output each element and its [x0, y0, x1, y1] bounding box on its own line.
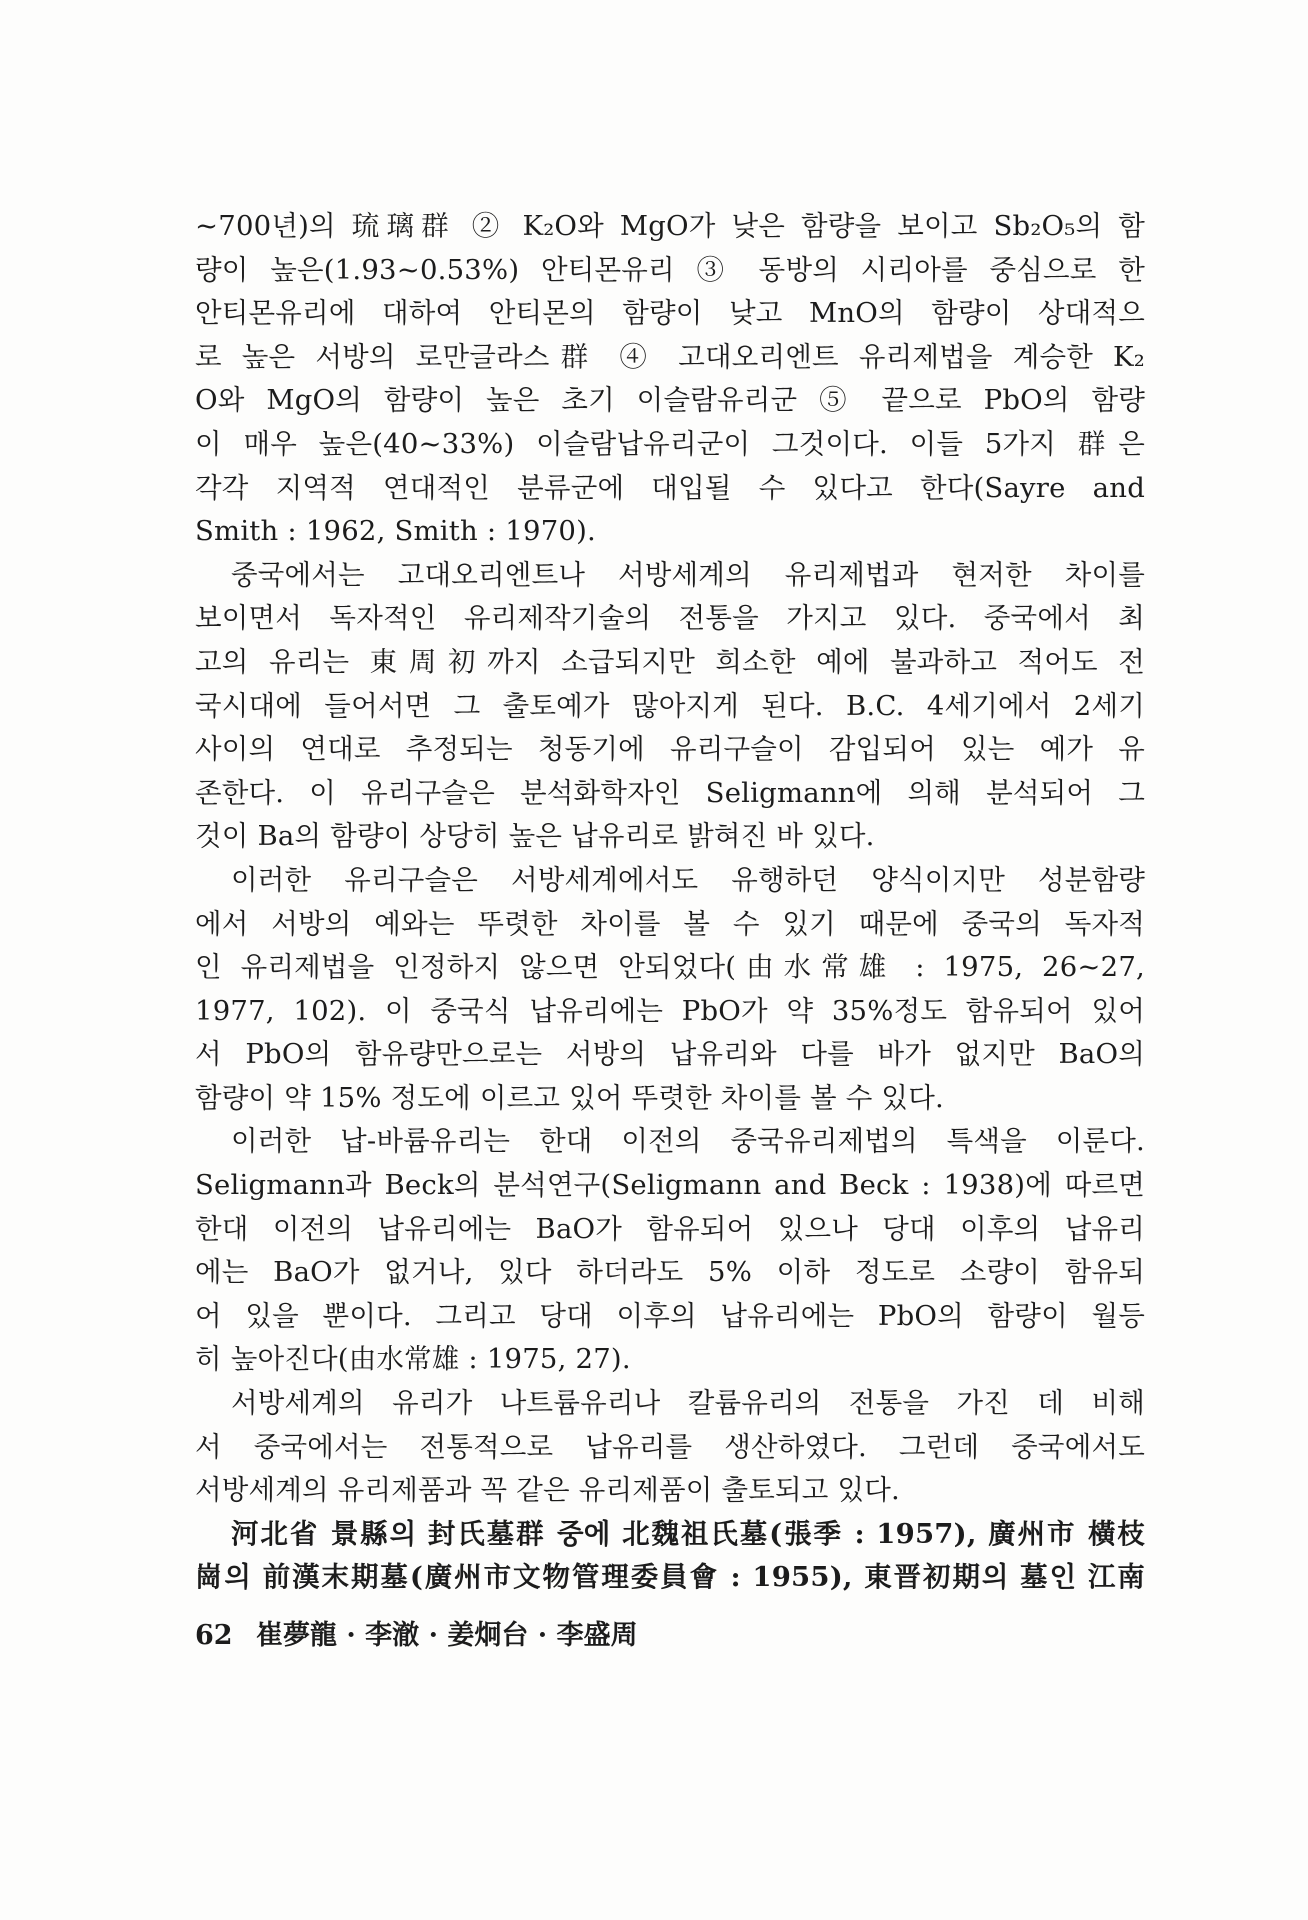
text-line: 서 PbO의 함유량만으로는 서방의 납유리와 다를 바가 없지만 BaO의 [195, 1038, 1145, 1071]
text-line: Seligmann과 Beck의 분석연구(Seligmann and Beck : 1938)에 따르면 [195, 1169, 1145, 1202]
text-line: 함량이 약 15% 정도에 이르고 있어 뚜렷한 차이를 볼 수 있다. [195, 1081, 944, 1114]
text-line: 1977, 102). 이 중국식 납유리에는 PbO가 약 35%정도 함유되어 있어 [195, 994, 1145, 1027]
text-line: 히 높아진다(由水常雄 : 1975, 27). [195, 1343, 631, 1376]
page-footer [195, 1618, 638, 1654]
text-line: 존한다. 이 유리구슬은 분석화학자인 Seligmann에 의해 분석되어 그 [195, 776, 1145, 809]
paragraph-start-line: 중국에서는 고대오리엔트나 서방세계의 유리제법과 현저한 차이를 [231, 558, 1145, 591]
text-line: 안티몬유리에 대하여 안티몬의 함량이 낮고 MnO의 함량이 상대적으 [195, 297, 1145, 330]
text-line: 한대 이전의 납유리에는 BaO가 함유되어 있으나 당대 이후의 납유리 [195, 1212, 1145, 1245]
text-line: 각각 지역적 연대적인 분류군에 대입될 수 있다고 한다(Sayre and [195, 471, 1145, 504]
text-line: 에서 서방의 예와는 뚜렷한 차이를 볼 수 있기 때문에 중국의 독자적 [195, 907, 1145, 940]
text-line: ~700년)의 琉璃群 ② K₂O와 MgO가 낮은 함량을 보이고 Sb₂O₅의 함 [195, 210, 1145, 242]
text-line: 崗의 前漢末期墓(廣州市文物管理委員會 : 1955), 東晋初期의 墓인 江南 [195, 1561, 1145, 1594]
text-line: 고의 유리는 東周初까지 소급되지만 희소한 예에 불과하고 적어도 전 [195, 645, 1145, 678]
page-number: 62 [195, 1620, 233, 1651]
paragraph-start-line: 이러한 납-바륨유리는 한대 이전의 중국유리제법의 특색을 이룬다. [231, 1125, 1145, 1158]
text-line: 로 높은 서방의 로만글라스群 ④ 고대오리엔트 유리제법을 계승한 K₂ [195, 340, 1145, 373]
text-line: 량이 높은(1.93~0.53%) 안티몬유리 ③ 동방의 시리아를 중심으로 한 [195, 253, 1145, 286]
text-line: 이 매우 높은(40~33%) 이슬람납유리군이 그것이다. 이들 5가지 群은 [195, 427, 1145, 460]
text-line: 서방세계의 유리제품과 꼭 같은 유리제품이 출토되고 있다. [195, 1474, 900, 1507]
text-line: O와 MgO의 함량이 높은 초기 이슬람유리군 ⑤ 끝으로 PbO의 함량 [195, 384, 1145, 417]
paragraph-start-line: 河北省 景縣의 封氏墓群 중에 北魏祖氏墓(張季 : 1957), 廣州市 橫枝 [231, 1517, 1145, 1550]
body-text [195, 205, 1145, 1600]
paragraph-start-line: 서방세계의 유리가 나트륨유리나 칼륨유리의 전통을 가진 데 비해 [231, 1387, 1145, 1420]
text-line: 사이의 연대로 추정되는 청동기에 유리구슬이 감입되어 있는 예가 유 [195, 733, 1145, 766]
text-line: 인 유리제법을 인정하지 않으면 안되었다(由水常雄 : 1975, 26~27, [195, 951, 1145, 984]
text-line: Smith : 1962, Smith : 1970). [195, 515, 596, 548]
text-line: 보이면서 독자적인 유리제작기술의 전통을 가지고 있다. 중국에서 최 [195, 602, 1145, 635]
text-line: 에는 BaO가 없거나, 있다 하더라도 5% 이하 정도로 소량이 함유되 [195, 1256, 1145, 1289]
text-line: 것이 Ba의 함량이 상당히 높은 납유리로 밝혀진 바 있다. [195, 820, 875, 853]
footer-authors: 崔夢龍 · 李澈 · 姜炯台 · 李盛周 [255, 1620, 638, 1651]
text-line: 어 있을 뿐이다. 그리고 당대 이후의 납유리에는 PbO의 함량이 월등 [195, 1299, 1145, 1332]
text-line: 국시대에 들어서면 그 출토예가 많아지게 된다. B.C. 4세기에서 2세기 [195, 689, 1145, 722]
text-line: 서 중국에서는 전통적으로 납유리를 생산하였다. 그런데 중국에서도 [195, 1430, 1145, 1463]
paragraph-start-line: 이러한 유리구슬은 서방세계에서도 유행하던 양식이지만 성분함량 [231, 863, 1145, 896]
